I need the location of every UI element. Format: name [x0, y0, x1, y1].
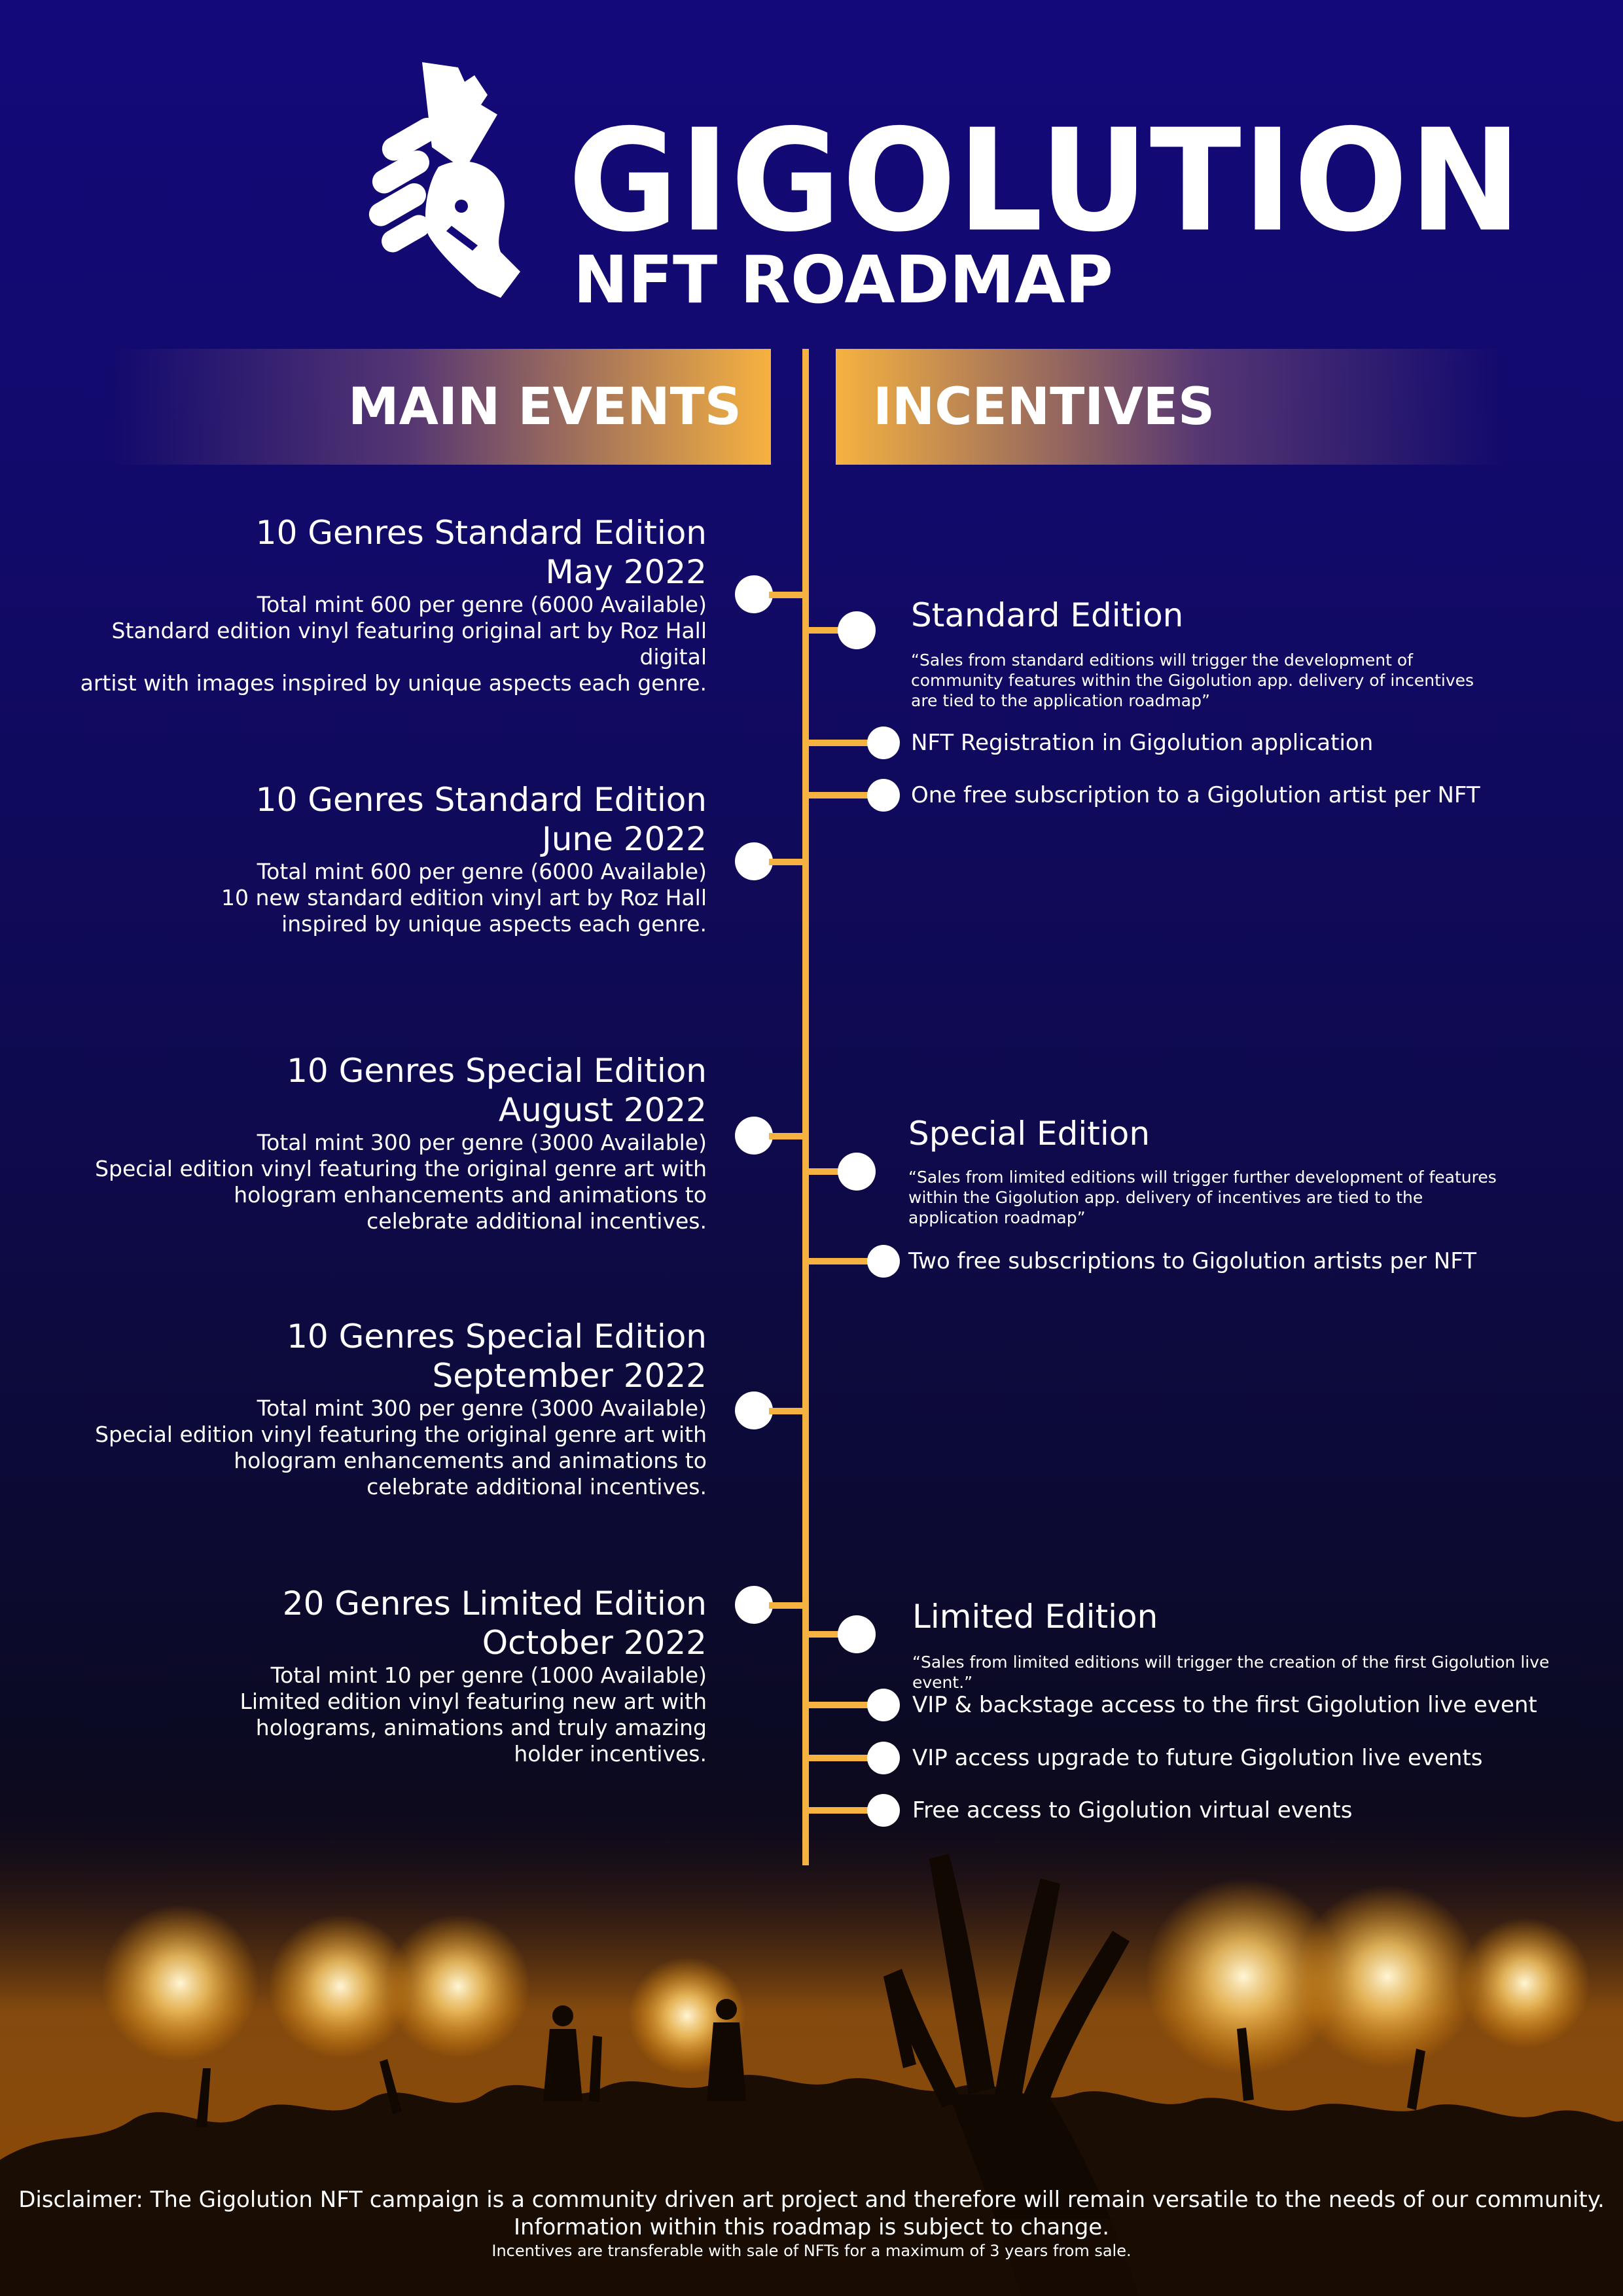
timeline-dot	[735, 575, 773, 613]
timeline-dot	[838, 1615, 876, 1653]
event-description: Total mint 300 per genre (3000 Available) Special edition vinyl featuring the original genre art with hologram enhancements and animations to celebrate additional incentives.	[95, 1395, 707, 1499]
event-september-2022	[52, 1317, 707, 1500]
brand-title: GIGOLUTION	[568, 99, 1523, 264]
timeline-connector	[806, 1631, 839, 1638]
disclaimer-line-2: Information within this roadmap is subject to change.	[513, 2214, 1110, 2240]
timeline-dot	[867, 726, 900, 759]
timeline-dot	[838, 611, 876, 649]
timeline-dot	[867, 779, 900, 812]
page-subtitle: NFT ROADMAP	[573, 242, 1113, 318]
event-october-2022	[52, 1584, 707, 1767]
event-date: October 2022	[482, 1624, 707, 1662]
incentive-item: Free access to Gigolution virtual events	[912, 1797, 1353, 1823]
timeline-dot	[867, 1742, 900, 1774]
event-date: June 2022	[541, 820, 707, 858]
raised-fist-holding-ticket-icon	[366, 56, 537, 304]
disclaimer-line-3: Incentives are transferable with sale of NFTs for a maximum of 3 years from sale.	[491, 2242, 1132, 2260]
event-august-2022	[52, 1051, 707, 1234]
event-may-2022	[52, 513, 707, 696]
timeline-dot	[867, 1689, 900, 1721]
incentive-item: One free subscription to a Gigolution artist per NFT	[911, 782, 1480, 808]
event-date: May 2022	[545, 553, 707, 591]
event-description: Total mint 600 per genre (6000 Available) 10 new standard edition vinyl art by Roz Hall inspired by unique aspects each genre.	[221, 859, 707, 937]
timeline-connector	[806, 1258, 868, 1265]
event-description: Total mint 600 per genre (6000 Available) Standard edition vinyl featuring original art by Roz Hall digital artist with images inspired by unique aspects each genre.	[80, 592, 707, 696]
timeline-connector	[769, 1408, 805, 1414]
incentive-quote-standard: “Sales from standard editions will trigger the development of community features within the Gigolution app. delivery of incentives are tied to the application roadmap”	[911, 651, 1474, 710]
timeline-dot	[735, 1391, 773, 1429]
disclaimer-line-1: Disclaimer: The Gigolution NFT campaign is a community driven art project and therefore will remain versatile to the needs of our community.	[18, 2187, 1605, 2213]
timeline-connector	[806, 792, 868, 798]
event-description: Total mint 10 per genre (1000 Available) Limited edition vinyl featuring new art with holograms, animations and truly amazing holder incentives.	[240, 1662, 707, 1767]
timeline-connector	[769, 859, 805, 865]
timeline-connector	[806, 1702, 868, 1708]
timeline-dot	[867, 1794, 900, 1827]
main-events-header	[111, 349, 771, 465]
incentives-header	[836, 349, 1503, 465]
event-date: August 2022	[498, 1091, 707, 1129]
incentive-quote-limited: “Sales from limited editions will trigger the creation of the first Gigolution live event.”	[912, 1653, 1550, 1692]
event-date: September 2022	[432, 1357, 707, 1395]
timeline-dot	[867, 1245, 900, 1278]
event-title: 10 Genres Special Edition	[287, 1318, 707, 1355]
incentive-title-special: Special Edition	[908, 1115, 1150, 1153]
incentive-title-standard: Standard Edition	[911, 596, 1184, 634]
incentive-item: Two free subscriptions to Gigolution artists per NFT	[908, 1248, 1476, 1274]
event-title: 10 Genres Standard Edition	[255, 514, 707, 552]
timeline-spine	[802, 349, 809, 1865]
incentive-title-limited: Limited Edition	[912, 1598, 1158, 1636]
event-title: 10 Genres Special Edition	[287, 1052, 707, 1090]
timeline-connector	[769, 592, 805, 598]
incentive-item: VIP access upgrade to future Gigolution live events	[912, 1745, 1483, 1771]
timeline-connector	[769, 1133, 805, 1139]
timeline-connector	[806, 1755, 868, 1761]
main-events-label: MAIN EVENTS	[348, 378, 741, 437]
timeline-connector	[806, 627, 839, 634]
timeline-dot	[735, 1117, 773, 1155]
incentive-quote-special: “Sales from limited editions will trigger further development of features within the Gigolution app. delivery of incentives are tied to the application roadmap”	[908, 1168, 1497, 1227]
timeline-connector	[806, 1168, 839, 1175]
event-title: 20 Genres Limited Edition	[282, 1585, 707, 1623]
event-title: 10 Genres Standard Edition	[255, 781, 707, 819]
timeline-dot	[735, 842, 773, 880]
timeline-dot	[735, 1586, 773, 1624]
timeline-connector	[806, 1807, 868, 1814]
incentive-item: NFT Registration in Gigolution application	[911, 730, 1374, 756]
timeline-dot	[838, 1153, 876, 1191]
timeline-connector	[769, 1602, 805, 1609]
event-june-2022	[52, 780, 707, 937]
timeline-connector	[806, 740, 868, 746]
incentive-item: VIP & backstage access to the first Gigolution live event	[912, 1692, 1537, 1718]
incentives-label: INCENTIVES	[873, 378, 1215, 437]
event-description: Total mint 300 per genre (3000 Available) Special edition vinyl featuring the original genre art with hologram enhancements and animations to celebrate additional incentives.	[95, 1130, 707, 1234]
